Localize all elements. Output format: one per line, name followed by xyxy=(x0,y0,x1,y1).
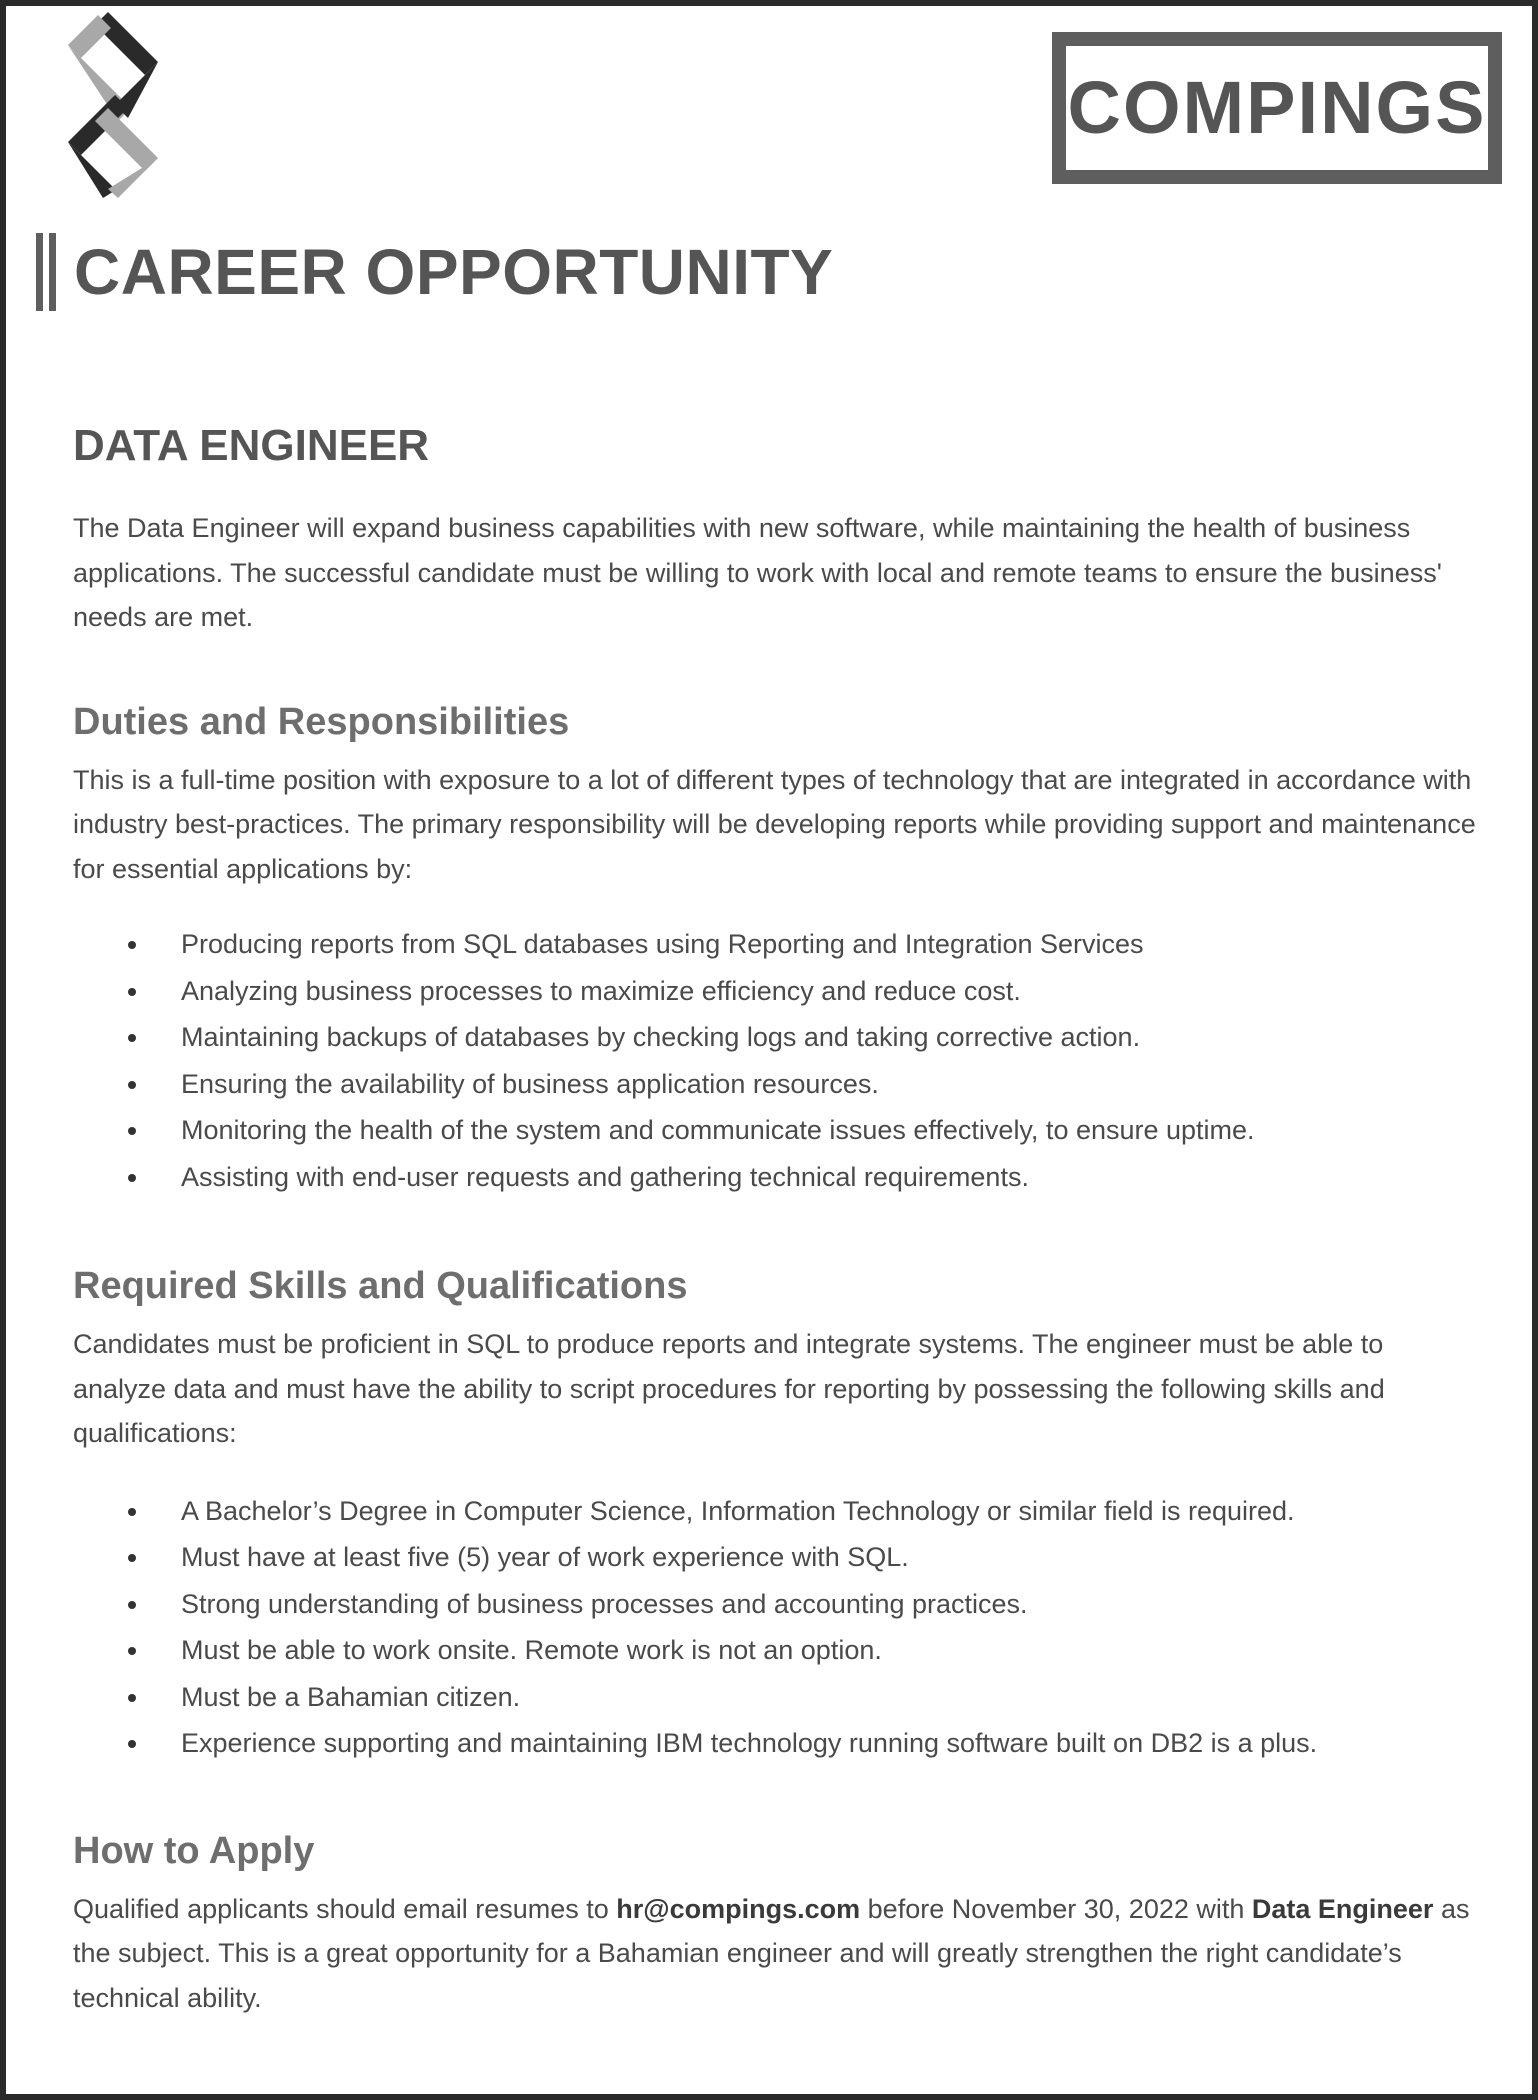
job-intro: The Data Engineer will expand business capabilities with new software, while maintaining the health of business applications. The successful candidate must be willing to work with local and remote teams to ensure the business' needs are met. xyxy=(73,513,1442,632)
apply-email-link[interactable]: hr@compings.com xyxy=(616,1893,861,1924)
page-title: CAREER OPPORTUNITY xyxy=(74,236,834,308)
list-item: Assisting with end-user requests and gathering technical requirements. xyxy=(73,1154,1483,1201)
job-posting xyxy=(73,414,1483,2020)
apply-text-2: before November 30, 2022 with xyxy=(860,1893,1252,1924)
duties-intro: This is a full-time position with exposure to a lot of different types of technology that are integrated in accordance with industry best-practices. The primary responsibility will be developing reports while providing support and maintenance for essential applications by: xyxy=(73,764,1476,884)
list-item: Must be a Bahamian citizen. xyxy=(73,1674,1483,1721)
list-item: Strong understanding of business processes and accounting practices. xyxy=(73,1581,1483,1628)
apply-text xyxy=(73,1887,1483,2021)
skills-heading: Required Skills and Qualifications xyxy=(73,1265,688,1307)
apply-subject: Data Engineer xyxy=(1251,1893,1434,1924)
duties-heading: Duties and Responsibilities xyxy=(73,700,570,743)
list-item: Experience supporting and maintaining IBM technology running software built on DB2 is a plus. xyxy=(73,1720,1483,1767)
apply-text-1: Qualified applicants should email resumes to xyxy=(73,1893,617,1924)
list-item: A Bachelor’s Degree in Computer Science, Information Technology or similar field is required. xyxy=(73,1488,1483,1535)
list-item: Producing reports from SQL databases using Reporting and Integration Services xyxy=(73,921,1483,968)
skills-list xyxy=(73,1488,1483,1767)
list-item: Ensuring the availability of business application resources. xyxy=(73,1061,1483,1108)
list-item: Maintaining backups of databases by checking logs and taking corrective action. xyxy=(73,1014,1483,1061)
list-item: Must be able to work onsite. Remote work is not an option. xyxy=(73,1627,1483,1674)
brand-logo-box xyxy=(1052,32,1502,184)
apply-text-3: as the subject. This is a great opportunity for a Bahamian engineer and will greatly strengthen the right candidate’s technical ability. xyxy=(73,1893,1470,2013)
career-header xyxy=(36,232,833,312)
skills-intro: Candidates must be proficient in SQL to produce reports and integrate systems. The engineer must be able to analyze data and must have the ability to script procedures for reporting by possessing the following skills and qualifications: xyxy=(73,1329,1385,1448)
duties-list xyxy=(73,921,1483,1200)
brand-name: COMPINGS xyxy=(1067,66,1487,149)
list-item: Analyzing business processes to maximize efficiency and reduce cost. xyxy=(73,968,1483,1015)
company-logo-icon xyxy=(68,12,158,198)
job-title: DATA ENGINEER xyxy=(73,421,430,470)
header-accent-bars xyxy=(36,233,56,311)
list-item: Monitoring the health of the system and communicate issues effectively, to ensure uptime. xyxy=(73,1107,1483,1154)
apply-heading: How to Apply xyxy=(73,1829,315,1872)
list-item: Must have at least five (5) year of work experience with SQL. xyxy=(73,1534,1483,1581)
